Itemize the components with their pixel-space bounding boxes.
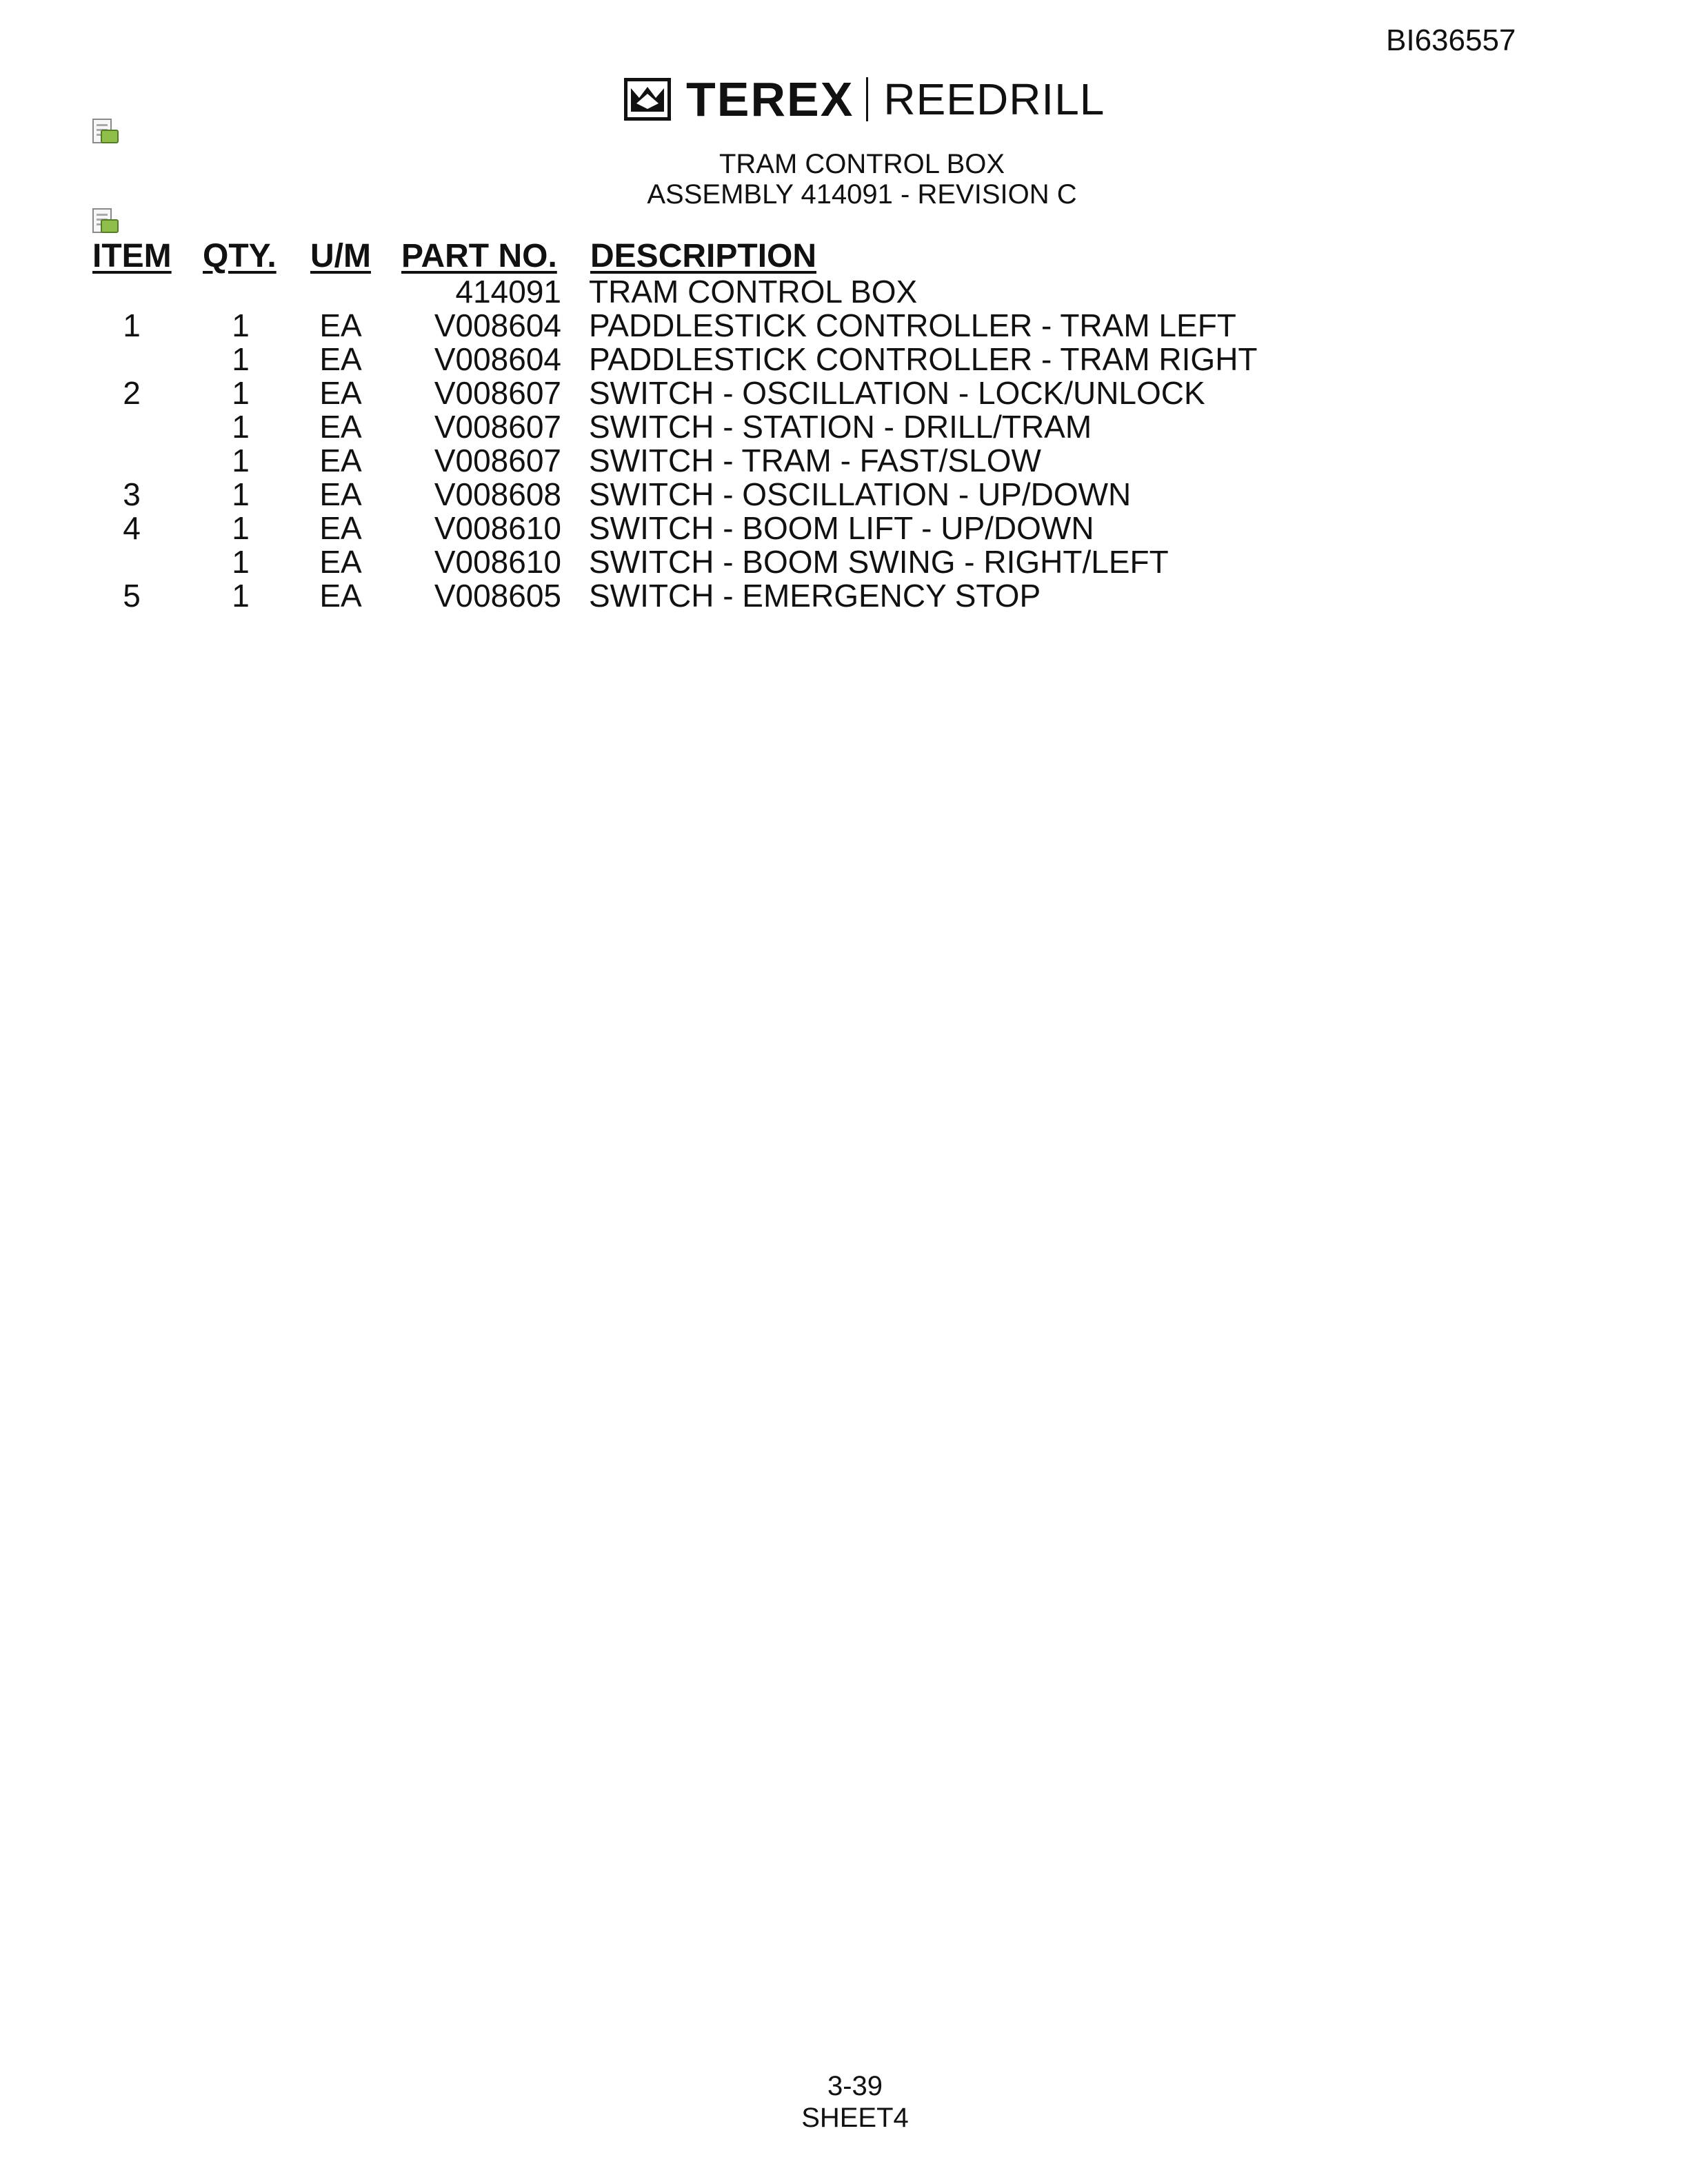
description-cell: SWITCH - STATION - DRILL/TRAM: [589, 409, 1092, 445]
assembly-title: TRAM CONTROL BOX: [719, 149, 1005, 179]
part-no-cell: V008605: [434, 578, 561, 614]
part-no-cell: V008604: [434, 307, 561, 343]
qty-cell: 1: [232, 307, 250, 343]
um-cell: EA: [319, 409, 362, 445]
part-no-cell: V008610: [434, 510, 561, 546]
description-cell: SWITCH - TRAM - FAST/SLOW: [589, 443, 1041, 478]
qty-cell: 1: [232, 443, 250, 478]
description-cell: SWITCH - OSCILLATION - UP/DOWN: [589, 476, 1132, 512]
description-cell: SWITCH - OSCILLATION - LOCK/UNLOCK: [589, 375, 1205, 411]
um-cell: EA: [319, 476, 362, 512]
image-placeholder-icon: [91, 208, 117, 236]
description-cell: PADDLESTICK CONTROLLER - TRAM LEFT: [589, 307, 1236, 343]
part-no-cell: 414091: [455, 274, 561, 310]
header-part-no: PART NO.: [401, 238, 557, 274]
part-no-cell: V008610: [434, 544, 561, 580]
assembly-revision: ASSEMBLY 414091 - REVISION C: [647, 179, 1077, 210]
item-cell: 2: [123, 375, 141, 411]
item-cell: 4: [123, 510, 141, 546]
qty-cell: 1: [232, 544, 250, 580]
um-cell: EA: [319, 443, 362, 478]
description-cell: SWITCH - BOOM SWING - RIGHT/LEFT: [589, 544, 1169, 580]
document-id: BI636557: [1386, 23, 1516, 57]
um-cell: EA: [319, 375, 362, 411]
part-no-cell: V008607: [434, 409, 561, 445]
description-cell: SWITCH - EMERGENCY STOP: [589, 578, 1041, 614]
logo-brand-text: TEREX: [686, 72, 854, 126]
um-cell: EA: [319, 578, 362, 614]
description-cell: SWITCH - BOOM LIFT - UP/DOWN: [589, 510, 1094, 546]
sheet-label: SHEET4: [801, 2103, 909, 2133]
qty-cell: 1: [232, 409, 250, 445]
description-cell: PADDLESTICK CONTROLLER - TRAM RIGHT: [589, 341, 1258, 377]
item-cell: 1: [123, 307, 141, 343]
um-cell: EA: [319, 341, 362, 377]
qty-cell: 1: [232, 375, 250, 411]
item-cell: 5: [123, 578, 141, 614]
um-cell: EA: [319, 544, 362, 580]
item-cell: 3: [123, 476, 141, 512]
terex-reedrill-logo: [624, 72, 1105, 126]
logo-divider: [866, 77, 868, 121]
part-no-cell: V008604: [434, 341, 561, 377]
header-item: ITEM: [92, 238, 172, 274]
um-cell: EA: [319, 510, 362, 546]
qty-cell: 1: [232, 510, 250, 546]
header-um: U/M: [310, 238, 371, 274]
qty-cell: 1: [232, 341, 250, 377]
header-description: DESCRIPTION: [590, 238, 817, 274]
image-placeholder-icon: [91, 119, 117, 146]
logo-product-text: REEDRILL: [883, 74, 1105, 124]
um-cell: EA: [319, 307, 362, 343]
terex-crown-logo-icon: [624, 78, 671, 121]
header-qty: QTY.: [203, 238, 277, 274]
page-number: 3-39: [827, 2071, 883, 2101]
part-no-cell: V008607: [434, 375, 561, 411]
part-no-cell: V008607: [434, 443, 561, 478]
qty-cell: 1: [232, 578, 250, 614]
part-no-cell: V008608: [434, 476, 561, 512]
qty-cell: 1: [232, 476, 250, 512]
description-cell: TRAM CONTROL BOX: [589, 274, 918, 310]
